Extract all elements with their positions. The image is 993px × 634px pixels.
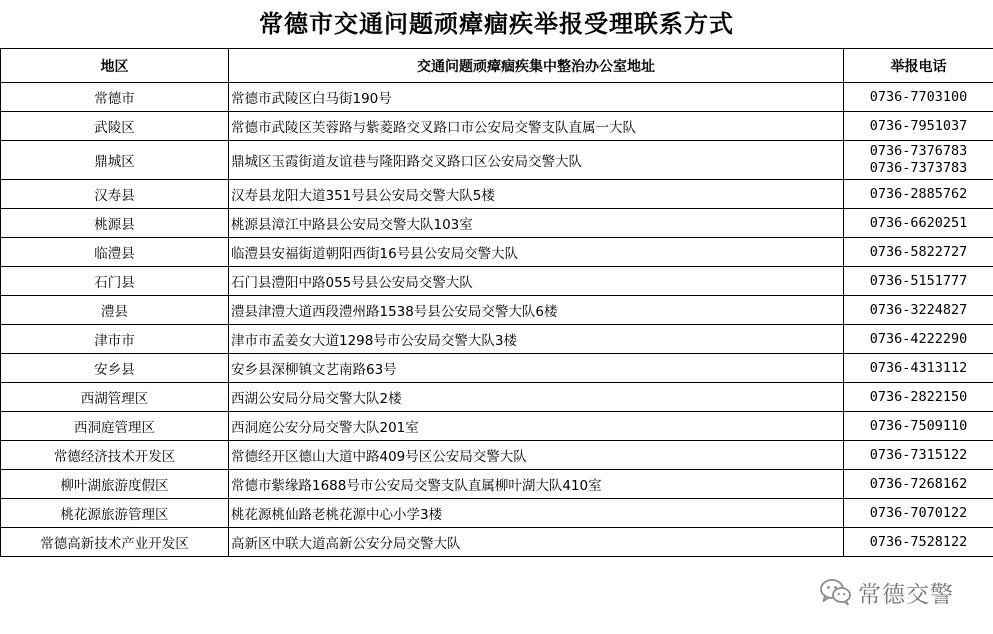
table-row [1, 325, 993, 354]
phone-cell [844, 383, 993, 412]
watermark [820, 574, 954, 610]
address-cell: 津市市孟姜女大道1298号市公安局交警大队3楼 [229, 325, 844, 354]
column-header-region: 地区 [1, 49, 229, 83]
phone-cell [844, 354, 993, 383]
table-row [1, 180, 993, 209]
table-body [1, 83, 993, 557]
phone-cell [844, 325, 993, 354]
phone-number: 0736-7070122 [869, 504, 968, 521]
address-cell: 西湖公安局分局交警大队2楼 [229, 383, 844, 412]
region-cell: 安乡县 [1, 354, 229, 383]
region-cell: 常德经济技术开发区 [1, 441, 229, 470]
table-row [1, 238, 993, 267]
phone-cell [844, 267, 993, 296]
phone-cell [844, 441, 993, 470]
address-cell: 澧县津澧大道西段澧州路1538号县公安局交警大队6楼 [229, 296, 844, 325]
address-cell: 鼎城区玉霞街道友谊巷与隆阳路交叉路口区公安局交警大队 [229, 141, 844, 180]
address-cell: 西洞庭公安分局交警大队201室 [229, 412, 844, 441]
phone-number: 0736-2885762 [869, 185, 968, 202]
table-header-row [1, 49, 993, 83]
phone-number: 0736-7509110 [869, 417, 968, 434]
table-row [1, 528, 993, 557]
address-cell: 常德市武陵区芙蓉路与紫菱路交叉路口市公安局交警支队直属一大队 [229, 112, 844, 141]
phone-number: 0736-2822150 [869, 388, 968, 405]
column-header-address: 交通问题顽瘴痼疾集中整治办公室地址 [229, 49, 844, 83]
phone-cell [844, 112, 993, 141]
table-row [1, 296, 993, 325]
wechat-icon [820, 578, 852, 606]
table-row [1, 141, 993, 180]
phone-cell [844, 412, 993, 441]
watermark-text: 常德交警 [858, 581, 954, 608]
phone-number: 0736-7268162 [869, 475, 968, 492]
region-cell: 武陵区 [1, 112, 229, 141]
region-cell: 柳叶湖旅游度假区 [1, 470, 229, 499]
phone-number: 0736-3224827 [869, 301, 968, 318]
phone-cell [844, 296, 993, 325]
table-row [1, 209, 993, 238]
region-cell: 石门县 [1, 267, 229, 296]
table-row [1, 470, 993, 499]
address-cell: 桃源县漳江中路县公安局交警大队103室 [229, 209, 844, 238]
phone-cell [844, 238, 993, 267]
table-row [1, 412, 993, 441]
address-cell: 临澧县安福街道朝阳西街16号县公安局交警大队 [229, 238, 844, 267]
phone-number: 0736-4313112 [869, 359, 968, 376]
region-cell: 津市市 [1, 325, 229, 354]
phone-number: 0736-7703100 [869, 88, 968, 105]
phone-cell [844, 141, 993, 180]
region-cell: 常德市 [1, 83, 229, 112]
phone-number: 0736-6620251 [869, 214, 968, 231]
address-cell: 石门县澧阳中路055号县公安局交警大队 [229, 267, 844, 296]
address-cell: 桃花源桃仙路老桃花源中心小学3楼 [229, 499, 844, 528]
region-cell: 西湖管理区 [1, 383, 229, 412]
address-cell: 常德市武陵区白马街190号 [229, 83, 844, 112]
table-row [1, 83, 993, 112]
address-cell: 常德经开区德山大道中路409号区公安局交警大队 [229, 441, 844, 470]
region-cell: 西洞庭管理区 [1, 412, 229, 441]
region-cell: 常德高新技术产业开发区 [1, 528, 229, 557]
region-cell: 桃源县 [1, 209, 229, 238]
phone-number: 0736-4222290 [869, 330, 968, 347]
phone-cell [844, 83, 993, 112]
phone-cell [844, 470, 993, 499]
region-cell: 鼎城区 [1, 141, 229, 180]
region-cell: 汉寿县 [1, 180, 229, 209]
phone-cell [844, 528, 993, 557]
region-cell: 澧县 [1, 296, 229, 325]
phone-number: 0736-7528122 [869, 533, 968, 550]
page-title: 常德市交通问题顽瘴痼疾举报受理联系方式 [259, 9, 734, 38]
address-cell: 安乡县深柳镇文艺南路63号 [229, 354, 844, 383]
address-cell: 常德市紫缘路1688号市公安局交警支队直属柳叶湖大队410室 [229, 470, 844, 499]
phone-number: 0736-5822727 [869, 243, 968, 260]
phone-number: 0736-7315122 [869, 446, 968, 463]
table-row [1, 354, 993, 383]
table-row [1, 112, 993, 141]
phone-number: 0736-7951037 [869, 117, 968, 134]
phone-number: 0736-7376783 [869, 143, 968, 159]
phone-number: 0736-7373783 [869, 160, 968, 176]
phone-number: 0736-5151777 [869, 272, 968, 289]
table-row [1, 441, 993, 470]
region-cell: 桃花源旅游管理区 [1, 499, 229, 528]
address-cell: 高新区中联大道高新公安分局交警大队 [229, 528, 844, 557]
column-header-phone: 举报电话 [844, 49, 993, 83]
region-cell: 临澧县 [1, 238, 229, 267]
address-cell: 汉寿县龙阳大道351号县公安局交警大队5楼 [229, 180, 844, 209]
phone-cell [844, 499, 993, 528]
contact-table [0, 48, 993, 557]
phone-cell [844, 209, 993, 238]
table-row [1, 499, 993, 528]
table-row [1, 267, 993, 296]
table-row [1, 383, 993, 412]
phone-cell [844, 180, 993, 209]
